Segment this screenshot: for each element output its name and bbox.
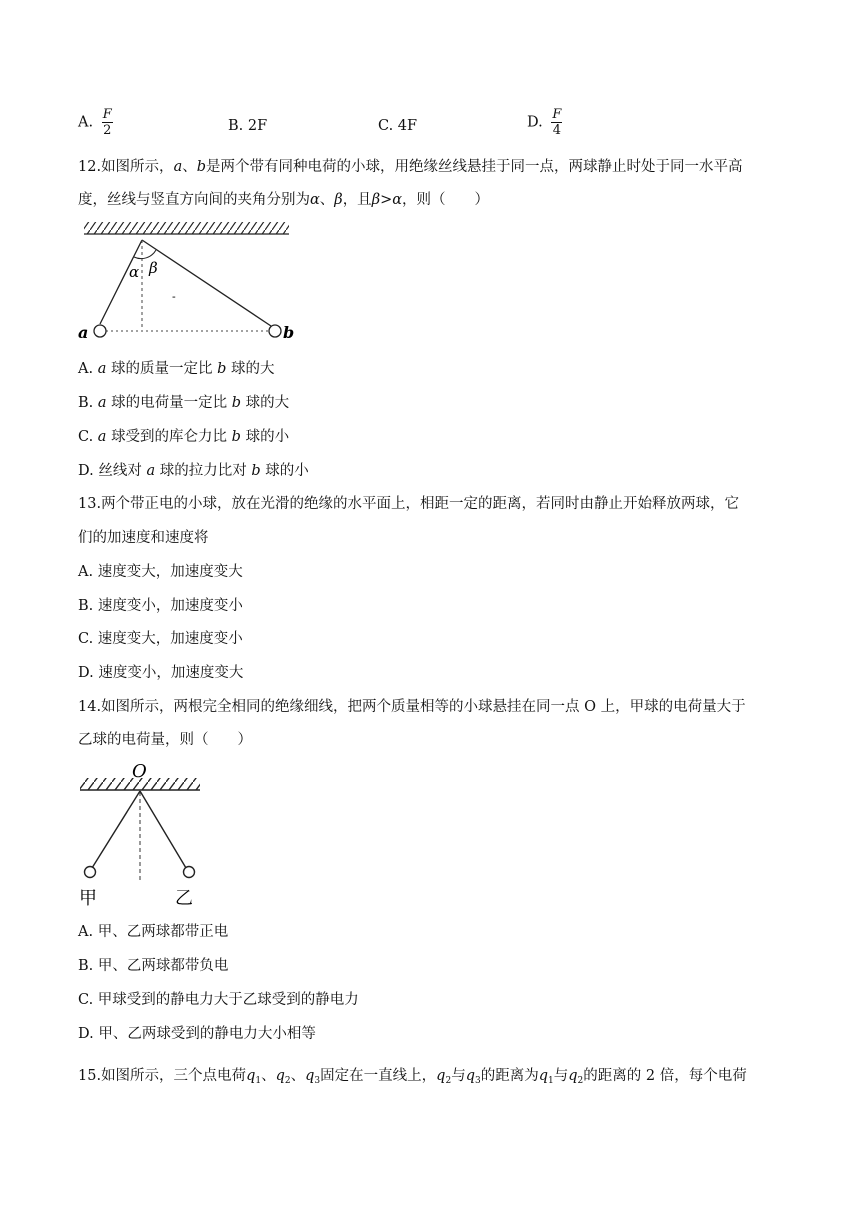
ball-b (269, 325, 281, 337)
thread-b (142, 240, 271, 326)
dash-mark: - (172, 290, 176, 303)
q13-option-a: A. 速度变大，加速度变大 (78, 564, 243, 580)
q11-option-a: A. $\frac{F}{2}$ (78, 107, 112, 138)
q12-option-a: A. a 球的质量一定比 b 球的大 (78, 361, 275, 377)
alpha-label: α (129, 263, 140, 281)
jia-label: 甲 (79, 888, 97, 909)
q12-stem-line2: 度，丝线与竖直方向间的夹角分别为α、β，且β>α，则（ ） (78, 192, 490, 208)
ball-b-label: b (283, 323, 295, 342)
q14-option-c: C. 甲球受到的静电力大于乙球受到的静电力 (78, 992, 359, 1008)
q11-option-c: C. 4F (378, 118, 418, 134)
fraction: $\frac{F}{2}$ (102, 107, 112, 138)
thread-yi (140, 791, 186, 868)
q12-option-b: B. a 球的电荷量一定比 b 球的大 (78, 395, 290, 411)
q13-option-c: C. 速度变大，加速度变小 (78, 631, 243, 647)
q12-option-d: D. 丝线对 a 球的拉力比对 b 球的小 (78, 463, 309, 479)
q14-option-b: B. 甲、乙两球都带负电 (78, 958, 229, 974)
q14-option-d: D. 甲、乙两球受到的静电力大小相等 (78, 1026, 316, 1042)
q13-option-b: B. 速度变小，加速度变小 (78, 598, 243, 614)
thread-a (100, 240, 142, 324)
q11-option-d: D. $\frac{F}{4}$ (527, 107, 562, 138)
q13-stem-line1: 13.两个带正电的小球，放在光滑的绝缘的水平面上，相距一定的距离，若同时由静止开始释放两球，它 (78, 496, 740, 512)
ball-yi (184, 867, 195, 878)
q13-option-d: D. 速度变小，加速度变大 (78, 665, 244, 681)
q13-stem-line2: 们的加速度和速度将 (78, 530, 209, 546)
q12-figure (76, 220, 298, 344)
q15-stem-line1: 15.如图所示，三个点电荷$q_1$、$q_2$、$q_3$固定在一直线上，$q_2$与$q_3$的距离为$q_1$与$q_2$的距离的 2 倍，每个电荷 (78, 1068, 747, 1086)
ball-jia (85, 867, 96, 878)
fraction: $\frac{F}{4}$ (552, 107, 562, 138)
yi-label: 乙 (175, 888, 193, 909)
q14-figure (76, 758, 208, 912)
q14-option-a: A. 甲、乙两球都带正电 (78, 924, 229, 940)
ball-a (94, 325, 106, 337)
ball-a-label: a (78, 323, 89, 342)
q14-stem-line1: 14.如图所示，两根完全相同的绝缘细线，把两个质量相等的小球悬挂在同一点 O 上，甲球的电荷量大于 (78, 699, 746, 715)
q12-stem-line1: 12.如图所示，a、b是两个带有同种电荷的小球，用绝缘丝线悬挂于同一点，两球静止时处于同一水平高 (78, 159, 743, 175)
beta-label: β (149, 259, 158, 277)
q14-stem-line2: 乙球的电荷量，则（ ） (78, 732, 252, 748)
q11-option-b: B. 2F (228, 118, 268, 134)
angle-arc (134, 250, 156, 259)
pivot-o-label: O (132, 761, 147, 782)
thread-jia (92, 791, 140, 868)
q12-option-c: C. a 球受到的库仑力比 b 球的小 (78, 429, 290, 445)
ceiling-hatch (84, 222, 289, 234)
